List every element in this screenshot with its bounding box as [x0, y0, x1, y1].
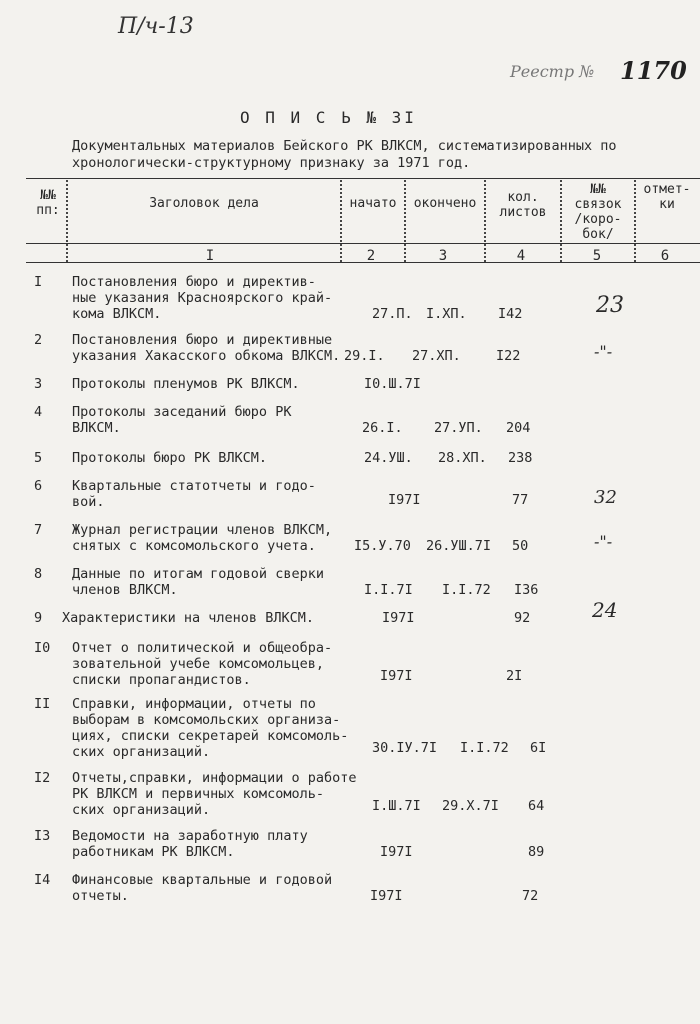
- header-top-rule: [26, 178, 700, 179]
- row-title: Журнал регистрации членов ВЛКСМ, снятых с комсомольского учета.: [72, 522, 333, 554]
- row-end: 29.Х.7I: [442, 798, 499, 814]
- row-start: I.Ш.7I: [372, 798, 421, 814]
- row-sheets: 50: [512, 538, 529, 554]
- row-start: I97I: [380, 844, 413, 860]
- row-sheets: 89: [528, 844, 545, 860]
- row-title: Постановления бюро и директивные указания Хакасского обкома ВЛКСМ.: [72, 332, 341, 364]
- header-end: окончено: [413, 196, 477, 211]
- row-end: 26.УШ.7I: [426, 538, 492, 554]
- row-end: I.I.72: [442, 582, 491, 598]
- row-title: Протоколы пленумов РК ВЛКСМ.: [72, 376, 300, 392]
- row-number: I0: [34, 640, 51, 656]
- row-start: 26.I.: [362, 420, 403, 436]
- row-box: -"-: [594, 342, 613, 361]
- row-start: I97I: [388, 492, 421, 508]
- row-end: 28.ХП.: [438, 450, 487, 466]
- row-end: I.I.72: [460, 740, 509, 756]
- row-start: 30.IУ.7I: [372, 740, 438, 756]
- row-number: 7: [34, 522, 43, 538]
- row-box: 23: [596, 293, 624, 318]
- row-start: I97I: [370, 888, 403, 904]
- row-number: 2: [34, 332, 43, 348]
- row-number: 9: [34, 610, 43, 626]
- row-box: -"-: [594, 532, 613, 551]
- row-title: Данные по итогам годовой сверки членов ВЛКСМ.: [72, 566, 324, 598]
- row-title: Протоколы бюро РК ВЛКСМ.: [72, 450, 268, 466]
- header-title: Заголовок дела: [149, 196, 259, 211]
- header-sheets: кол. листов: [499, 190, 547, 220]
- row-start: 27.П.: [372, 306, 413, 322]
- row-title: Справки, информации, отчеты по выборам в комсомольских организа- циях, списки секретарей комсомоль- ских организаций.: [72, 696, 349, 760]
- row-sheets: 64: [528, 798, 545, 814]
- row-start: I97I: [380, 668, 413, 684]
- row-number: 3: [34, 376, 43, 392]
- row-number: I: [34, 274, 43, 290]
- col-divider: [340, 180, 342, 262]
- row-sheets: 72: [522, 888, 539, 904]
- row-end: 27.УП.: [434, 420, 483, 436]
- handwritten-note: П/ч-13: [118, 14, 194, 39]
- document-title: О П И С Ь № 3I: [240, 108, 417, 127]
- row-end: I.ХП.: [426, 306, 467, 322]
- row-sheets: 92: [514, 610, 531, 626]
- row-number: I3: [34, 828, 51, 844]
- row-sheets: 77: [512, 492, 529, 508]
- row-sheets: 2I: [506, 668, 523, 684]
- row-sheets: I36: [514, 582, 539, 598]
- row-title: Характеристики на членов ВЛКСМ.: [62, 610, 314, 626]
- row-number: II: [34, 696, 51, 712]
- handwritten-reestr-label: Реестр №: [510, 62, 595, 81]
- col-number: 6: [660, 248, 670, 264]
- row-sheets: I42: [498, 306, 523, 322]
- col-number: 2: [366, 248, 376, 264]
- header-num: №№ пп:: [36, 188, 60, 218]
- row-title: Квартальные статотчеты и годо- вой.: [72, 478, 316, 510]
- row-start: I5.У.70: [354, 538, 411, 554]
- row-number: 8: [34, 566, 43, 582]
- row-title: Ведомости на заработную плату работникам РК ВЛКСМ.: [72, 828, 308, 860]
- col-number: 3: [438, 248, 448, 264]
- col-number: 4: [516, 248, 526, 264]
- row-number: 4: [34, 404, 43, 420]
- row-title: Протоколы заседаний бюро РК ВЛКСМ.: [72, 404, 292, 436]
- row-start: I97I: [382, 610, 415, 626]
- row-start: 24.УШ.: [364, 450, 413, 466]
- row-number: 5: [34, 450, 43, 466]
- row-title: Отчеты,справки, информации о работе РК ВЛКСМ и первичных комсомоль- ских организаций.: [72, 770, 357, 818]
- header-notes: отмет- ки: [643, 182, 691, 212]
- row-start: I.I.7I: [364, 582, 413, 598]
- row-number: I2: [34, 770, 51, 786]
- document-subtitle: Документальных материалов Бейского РК ВЛКСМ, систематизированных по хронологически-структурному признаку за 1971 год.: [72, 138, 617, 171]
- col-divider: [404, 180, 406, 262]
- row-number: 6: [34, 478, 43, 494]
- row-sheets: I22: [496, 348, 521, 364]
- row-title: Постановления бюро и директив- ные указания Красноярского край- кома ВЛКСМ.: [72, 274, 333, 322]
- row-title: Отчет о политической и общеобра- зовательной учебе комсомольцев, списки пропагандистов.: [72, 640, 333, 688]
- col-number: I: [205, 248, 215, 264]
- row-box: 32: [594, 487, 617, 508]
- row-start: I0.Ш.7I: [364, 376, 421, 392]
- handwritten-reestr-number: 1170: [620, 56, 687, 85]
- row-sheets: 6I: [530, 740, 547, 756]
- row-title: Финансовые квартальные и годовой отчеты.: [72, 872, 333, 904]
- row-sheets: 204: [506, 420, 531, 436]
- col-number: 5: [592, 248, 602, 264]
- row-box: 24: [592, 598, 618, 622]
- row-end: 27.ХП.: [412, 348, 461, 364]
- row-sheets: 238: [508, 450, 533, 466]
- header-start: начато: [349, 196, 397, 211]
- row-start: 29.I.: [344, 348, 385, 364]
- header-bottom-rule: [26, 243, 700, 244]
- header-box: №№ связок /коро- бок/: [574, 182, 622, 242]
- row-number: I4: [34, 872, 51, 888]
